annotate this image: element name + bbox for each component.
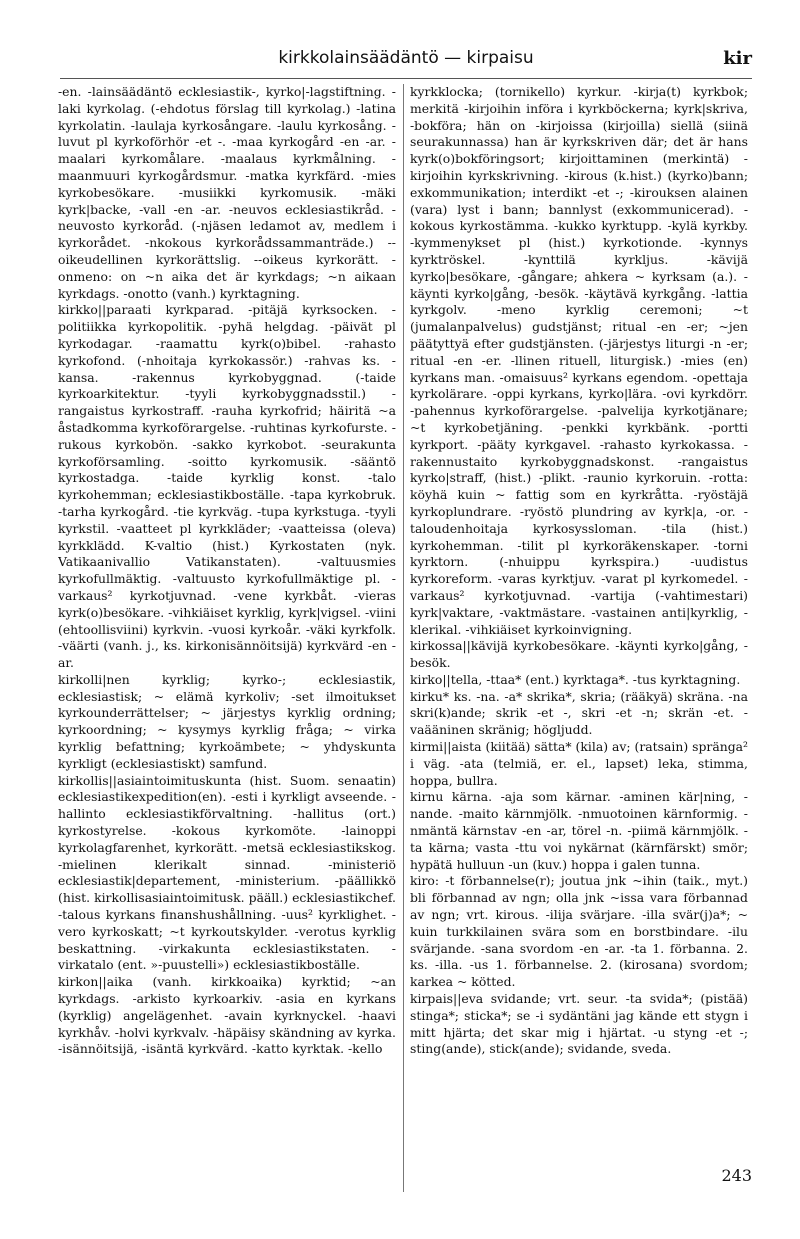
page-header (60, 48, 752, 74)
entry-kirkollisasiaintoimituskunta: kirkollis||asiaintoimituskunta (hist. Suom. senaatin) ecklesiastikexpedition(en). -esti i kyrkligt avseende. -hallinto ecklesiastikförvaltning. -hallitus (ort.) kyrkostyrelse. -kokous kyrkomöte. -lainoppi kyrkolagfarenhet, kyrkorätt. -metsä ecklesiastikskog. -mielinen klerikalt sinnad. -ministeriö ecklesiastik|departement, -ministerium. -päällikkö (hist. kirkollisasiaintoimitusk. pääll.) ecklesiastikchef. -talous kyrkans finanshushållning. -uus² kyrklighet. -vero kyrkoskatt; ~t kyrkoutskylder. -verotus kyrklig beskattning. -virkakunta ecklesiastikstaten. -virkatalo (ent. »-puustelli») ecklesiastikboställe. (58, 772, 396, 973)
entry-kirnu: kirnu kärna. -aja som kärnar. -aminen kär|ning, -nande. -maito kärnmjölk. -nmuotoinen kärnformig. -nmäntä kärnstav -en -ar, törel -n. -piimä kärnmjölk. -ta kärna; vasta -ttu voi nykärnat (kärnfärskt) smör; hypätä hulluun -un (kuv.) hoppa i galen tunna. (410, 789, 748, 872)
entry-kirkotella: kirko||tella, -ttaa* (ent.) kyrktaga*. -tus kyrktagning. (410, 671, 741, 687)
column-divider (403, 84, 404, 1192)
page-number: 243 (721, 1166, 752, 1185)
running-title: kirkkolainsäädäntö — kirpaisu (278, 48, 534, 68)
entry-kirkonaika: kirkon||aika (vanh. kirkkoaika) kyrktid; ~an kyrkdags. -arkisto kyrkoarkiv. -asia en kyrkans (kyrklig) angelägenhet. -avain kyrknyckel. -haavi kyrkhåv. -holvi kyrkvalv. -häpäisy skändning av kyrka. -isännöitsijä, -isäntä kyrkvärd. -katto kyrktak. -kello (58, 974, 396, 1057)
entry-kirmiaista: kirmi||aista (kiitää) sätta* (kila) av; (ratsain) spränga² i väg. -ata (telmiä, er. el., lapset) leka, stimma, hoppa, bullra. (410, 739, 748, 788)
entry-kirkonkello-cont: kyrkklocka; (tornikello) kyrkur. -kirja(t) kyrkbok; merkitä -kirjoihin införa i kyrkböckerna; kyrk|skriva, -bokföra; hän on -kirjoissa (kirjoilla) siellä (siinä seurakunnassa) han är kyrkskriven där; det är hans kyrk(o)bokföringsort; kirjoittaminen (merkintä) -kirjoihin kyrkskrivning. -kirous (k.hist.) (kyrko)bann; exkommunikation; interdikt -et -; -kirouksen alainen (vara) lyst i bann; bannlyst (exkommunicerad). -kokous kyrkostämma. -kukko kyrktupp. -kylä kyrkby. -kymmenykset pl (hist.) kyrkotionde. -kynnys kyrktröskel. -kynttilä kyrkljus. -kävijä kyrko|besökare, -gångare; ahkera ~ kyrksam (a.). -käynti kyrko|gång, -besök. -käytävä kyrkgång. -lattia kyrkgolv. -meno kyrklig ceremoni; ~t (jumalanpalvelus) gudstjänst; ritual -en -er; ~jen päätyttyä efter gudstjänsten. (-järjestys liturgi -n -er; ritual -en -er. -llinen rituell, liturgisk.) -mies (en) kyrkans man. -omaisuus² kyrkans egendom. -opettaja kyrkolärare. -oppi kyrkans, kyrko|lära. -ovi kyrkdörr. -pahennus kyrkoförargelse. -palvelija kyrkotjänare; ~t kyrkobetjäning. -penkki kyrkbänk. -portti kyrkport. -pääty kyrkgavel. -rahasto kyrkokassa. -rakennustaito kyrkobyggnadskonst. -rangaistus kyrko|straff, (hist.) -plikt. -raunio kyrkoruin. -rotta: köyhä kuin ~ fattig som en kyrkråtta. -ryöstäjä kyrkoplundrare. -ryöstö plundring av kyrk|a, -or. -taloudenhoitaja kyrkosyssloman. -tila (hist.) kyrkohemman. -tilit pl kyrkoräkenskaper. -torni kyrktorn. (-nhuippu kyrkspira.) -uudistus kyrkoreform. -varas kyrktjuv. -varat pl kyrkomedel. -varkaus² kyrkotjuvnad. -vartija (-vahtimestari) kyrk|vaktare, -vaktmästare. -vastainen anti|kyrklig, -klerikal. -vihkiäiset kyrkoinvigning. (410, 84, 748, 637)
header-rule (60, 78, 752, 79)
entry-kiro: kiro: -t förbannelse(r); joutua jnk ~ihin (taik., myt.) bli förbannad av ngn; olla jnk ~issa vara förbannad av ngn; vrt. kirous. -ilija svärjare. -illa svär(j)a*; ~ kuin turkkilainen svära som en borstbindare. -ilu svärjande. -sana svordom -en -ar. -ta 1. förbanna. 2. ks. -illa. -us 1. förbannelse. 2. (kirosana) svordom; karkea ~ kötted. (410, 873, 748, 990)
right-column (410, 84, 748, 1192)
entry-kirku: kirku* ks. -na. -a* skrika*, skria; (rääkyä) skräna. -na skri(k)ande; skrik -et -, skri -et -n; skrän -et. -vaääninen skränig; högljudd. (410, 688, 748, 738)
entry-kirkollinen: kirkolli|nen kyrklig; kyrko-; ecklesiastik, ecklesiastisk; ~ elämä kyrkoliv; -set ilmoitukset kyrkounderrättelser; ~ järjestys kyrklig ordning; kyrkoordning; ~ kysymys kyrklig fråga; ~ virka kyrklig befattning; kyrkoämbete; ~ yhdyskunta kyrkligt (ecklesiastiskt) samfund. (58, 671, 396, 771)
guide-word: kir (723, 48, 752, 69)
entry-kirpaiseva: kirpais||eva svidande; vrt. seur. -ta svida*; (pistää) stinga*; sticka*; se -i sydäntäni jag kände ett stygn i mitt hjärta; det skar mig i hjärtat. -u styng -et -; sting(ande), stick(ande); svidande, sveda. (410, 991, 748, 1057)
entry-kirkkoparaati: kirkko||paraati kyrkparad. -pitäjä kyrksocken. -politiikka kyrkopolitik. -pyhä helgdag. -päivät pl kyrkodagar. -raamattu kyrk(o)bibel. -rahasto kyrkofond. (-nhoitaja kyrkokassör.) -rahvas ks. -kansa. -rakennus kyrkobyggnad. (-taide kyrkoarkitektur. -tyyli kyrkobyggnadsstil.) -rangaistus kyrkostraff. -rauha kyrkofrid; häiritä ~a åstadkomma kyrkoförargelse. -ruhtinas kyrkofurste. -rukous kyrkobön. -sakko kyrkobot. -seurakunta kyrkoförsamling. -soitto kyrkomusik. -sääntö kyrkostadga. -taide kyrklig konst. -talo kyrkohemman; ecklesiastikboställe. -tapa kyrkobruk. -tarha kyrkogård. -tie kyrkväg. -tupa kyrkstuga. -tyyli kyrkstil. -vaatteet pl kyrkkläder; -vaatteissa (oleva) kyrkklädd. K-valtio (hist.) Kyrkostaten (nyk. Vatikaanivallio Vatikanstaten). -valtuusmies kyrkofullmäktig. -valtuusto kyrkofullmäktige pl. -varkaus² kyrkotjuvnad. -vene kyrkbåt. -vieras kyrk(o)besökare. -vihkiäiset kyrklig, kyrk|vigsel. -viini (ehtoollisviini) kyrkvin. -vuosi kyrkoår. -väki kyrkfolk. -väärti (vanh. j., ks. kirkonisännöitsijä) kyrkvärd -en -ar. (58, 302, 396, 671)
left-column (58, 84, 396, 1192)
entry-kirkossakavija: kirkossa||kävijä kyrkobesökare. -käynti kyrko|gång, -besök. (410, 638, 748, 671)
entry-kirkkolainsaadanto: -en. -lainsäädäntö ecklesiastik-, kyrko|-lagstiftning. -laki kyrkolag. (-ehdotus förslag till kyrkolag.) -latina kyrkolatin. -laulaja kyrkosångare. -laulu kyrkosång. -luvut pl kyrkoförhör -et -. -maa kyrkogård -en -ar. -maalari kyrkomålare. -maalaus kyrkmålning. -maanmuuri kyrkogårdsmur. -matka kyrkfärd. -mies kyrkobesökare. -musiikki kyrkomusik. -mäki kyrk|backe, -vall -en -ar. -neuvos ecklesiastikråd. -neuvosto kyrkoråd. (-njäsen ledamot av, medlem i kyrkorådet. -nkokous kyrkorådssammanträde.) --oikeudellinen kyrkorättslig. --oikeus kyrkorätt. -onmeno: on ~n aika det är kyrkdags; ~n aikaan kyrkdags. -onotto (vanh.) kyrktagning. (58, 84, 396, 301)
